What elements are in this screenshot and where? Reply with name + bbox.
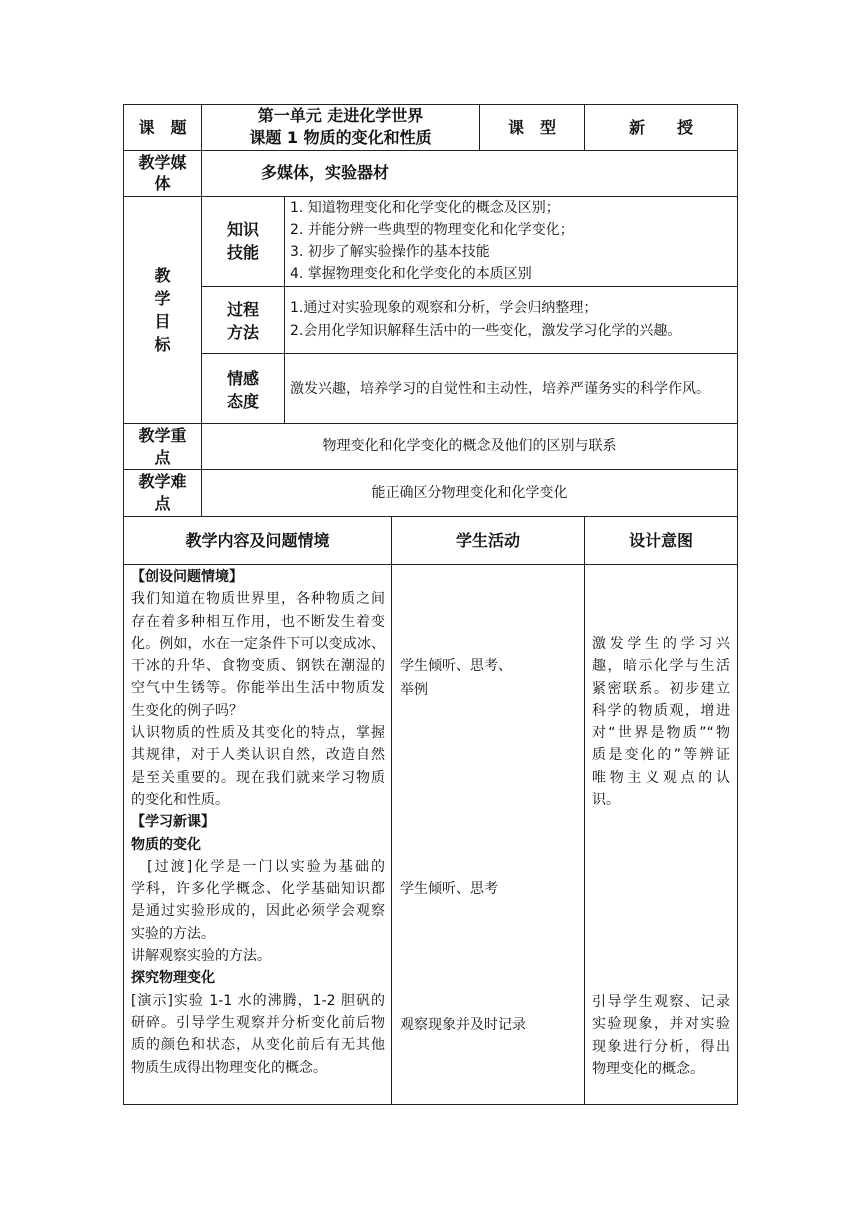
column-header-content: 教学内容及问题情境 (185, 531, 330, 550)
key-point-value: 物理变化和化学变化的概念及他们的区别与联系 (322, 438, 617, 454)
knowledge-label: 知识 (226, 220, 259, 239)
section-heading: 探究物理变化 (131, 970, 215, 987)
knowledge-item: 2. 并能分辨一些典型的物理变化和化学变化； (290, 222, 574, 238)
student-activity: 学生倾听、思考、 (400, 658, 512, 674)
lesson-title: 课题 1 物质的变化和性质 (249, 128, 432, 147)
knowledge-item: 1. 知道物理变化和化学变化的概念及区别； (290, 200, 560, 216)
design-intent: 引导学生观察、记录 实验现象，并对实验 现象进行分析，得出 物理变化的概念。 (592, 994, 730, 1077)
emotion-label: 态度 (226, 392, 259, 411)
key-point-label: 点 (154, 448, 171, 467)
section-heading: 【学习新课】 (131, 814, 215, 831)
process-label: 过程 (226, 300, 259, 319)
lesson-type-label: 课 型 (507, 118, 556, 137)
process-item: 2.会用化学知识解释生活中的一些变化，激发学习化学的兴趣。 (290, 323, 682, 339)
design-intent: 激发学生的学习兴 趣，暗示化学与生活 紧密联系。初步建立 科学的物质观，增进 对“世界是物质”“物 质是变化的”等辨证 唯物主义观点的认 识。 (592, 636, 730, 809)
media-label: 教学媒 (138, 153, 187, 172)
section-heading: 物质的变化 (131, 836, 201, 853)
media-value: 多媒体，实验器材 (261, 163, 390, 182)
key-point-label: 教学重 (138, 426, 187, 445)
student-activity: 举例 (400, 682, 428, 698)
difficulty-value: 能正确区分物理变化和化学变化 (371, 485, 568, 501)
difficulty-label: 教学难 (138, 472, 187, 491)
media-label: 体 (154, 174, 171, 193)
section-heading: 【创设问题情境】 (131, 569, 243, 585)
topic-label: 课 题 (138, 118, 187, 137)
student-activity: 学生倾听、思考 (400, 881, 498, 897)
column-header-activity: 学生活动 (455, 531, 520, 550)
unit-title: 第一单元 走进化学世界 (257, 106, 424, 125)
process-item: 1.通过对实验现象的观察和分析，学会归纳整理； (290, 300, 598, 316)
student-activity: 观察现象并及时记录 (400, 1017, 526, 1033)
knowledge-item: 3. 初步了解实验操作的基本技能 (290, 244, 490, 260)
teaching-content: 【创设问题情境】 我们知道在物质世界里，各种物质之间 存在着多种相互作用，也不断发生着变 化。例如，水在一定条件下可以变成冰、 干冰的升华、食物变质、钢铁在潮湿的 空气中生锈等。你能举出生活中物质发 生变化的例子吗？ 认识物质的性质及其变化的特点，掌握 其规律，对于人类认识自然，改造自然 是至关重要的。现在我们就来学习物质 的变化和性质。 【学习新课】 物质的变化 [过渡]化学是一门以实验为基础的 学科，许多化学概念、化学基础知识都 是通过实验形成的，因此必须学会观察 实验的方法。 讲解观察实验的方法。 探究物理变化 [演示]实验 1-1 水的沸腾，1-2 胆矾的 研碎。引导学生观察并分析变化前后物 质的颜色和状态，从变化前后有无其他 物质生成得出物理变化的概念。 (131, 566, 385, 1079)
emotion-label: 情感 (226, 369, 259, 388)
knowledge-item: 4. 掌握物理变化和化学变化的本质区别 (290, 266, 532, 282)
emotion-text: 激发兴趣，培养学习的自觉性和主动性，培养严谨务实的科学作风。 (290, 381, 710, 397)
process-label: 方法 (226, 323, 259, 342)
column-header-intent: 设计意图 (628, 531, 693, 550)
difficulty-label: 点 (154, 494, 171, 513)
knowledge-label: 技能 (226, 243, 259, 262)
lesson-type-value: 新 授 (628, 118, 693, 137)
